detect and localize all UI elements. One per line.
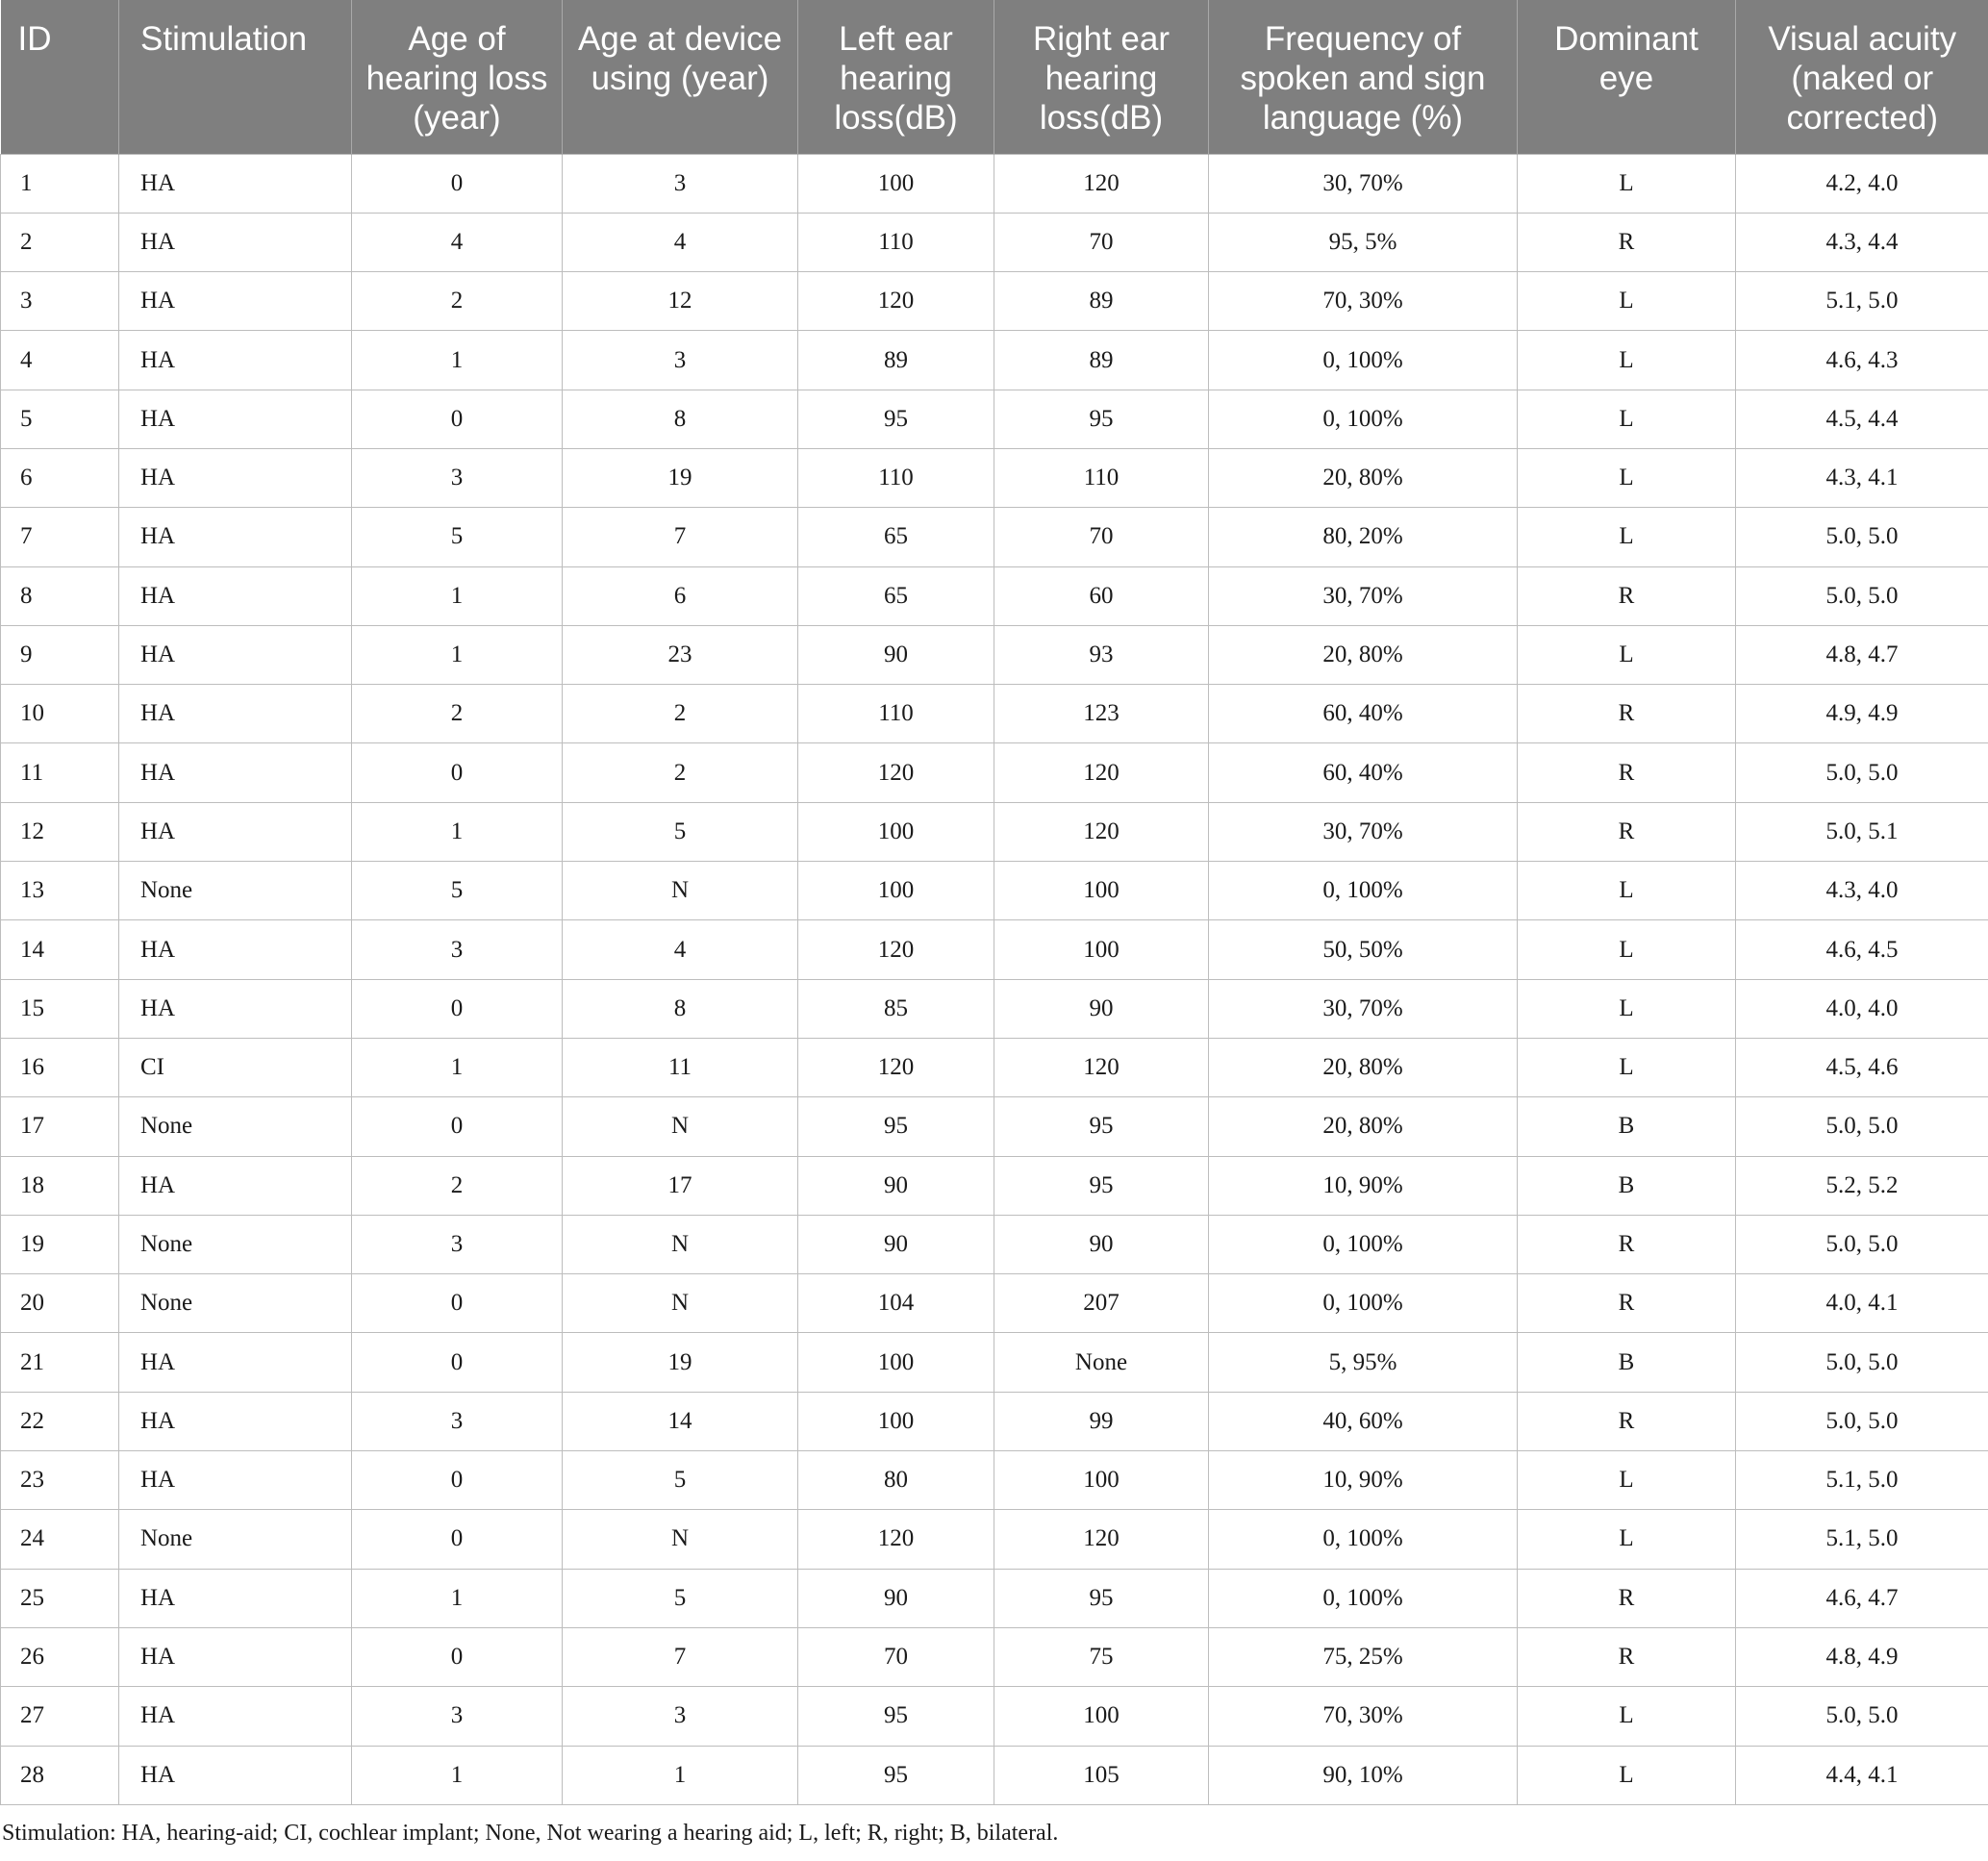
cell-language-frequency: 75, 25% xyxy=(1209,1627,1518,1686)
table-row xyxy=(1,1569,1988,1627)
cell-dominant-eye: L xyxy=(1518,1746,1736,1804)
cell-age-of-hearing-loss: 1 xyxy=(352,331,563,390)
cell-right-ear-hearing-loss: 207 xyxy=(994,1274,1209,1333)
cell-right-ear-hearing-loss: 89 xyxy=(994,272,1209,331)
cell-age-of-hearing-loss: 3 xyxy=(352,448,563,507)
cell-left-ear-hearing-loss: 104 xyxy=(798,1274,994,1333)
table-row xyxy=(1,272,1988,331)
table-row xyxy=(1,685,1988,743)
table-row xyxy=(1,566,1988,625)
cell-visual-acuity: 5.0, 5.0 xyxy=(1736,1392,1988,1450)
table-row xyxy=(1,920,1988,979)
cell-age-at-device-using: 4 xyxy=(563,213,798,271)
cell-dominant-eye: R xyxy=(1518,1392,1736,1450)
cell-left-ear-hearing-loss: 90 xyxy=(798,1215,994,1273)
cell-age-of-hearing-loss: 1 xyxy=(352,625,563,684)
cell-dominant-eye: L xyxy=(1518,1687,1736,1746)
cell-age-of-hearing-loss: 4 xyxy=(352,213,563,271)
cell-visual-acuity: 4.8, 4.9 xyxy=(1736,1627,1988,1686)
cell-id: 3 xyxy=(1,272,119,331)
cell-right-ear-hearing-loss: 95 xyxy=(994,1569,1209,1627)
cell-visual-acuity: 4.9, 4.9 xyxy=(1736,685,1988,743)
cell-dominant-eye: L xyxy=(1518,508,1736,566)
cell-age-at-device-using: 7 xyxy=(563,508,798,566)
cell-dominant-eye: R xyxy=(1518,1627,1736,1686)
cell-age-at-device-using: 11 xyxy=(563,1038,798,1096)
cell-language-frequency: 0, 100% xyxy=(1209,1215,1518,1273)
cell-dominant-eye: L xyxy=(1518,448,1736,507)
cell-right-ear-hearing-loss: 100 xyxy=(994,862,1209,920)
cell-right-ear-hearing-loss: 105 xyxy=(994,1746,1209,1804)
cell-left-ear-hearing-loss: 120 xyxy=(798,743,994,802)
cell-right-ear-hearing-loss: 60 xyxy=(994,566,1209,625)
cell-visual-acuity: 4.8, 4.7 xyxy=(1736,625,1988,684)
cell-id: 23 xyxy=(1,1451,119,1510)
cell-stimulation: HA xyxy=(119,154,352,213)
cell-language-frequency: 70, 30% xyxy=(1209,1687,1518,1746)
cell-age-of-hearing-loss: 5 xyxy=(352,508,563,566)
cell-stimulation: None xyxy=(119,862,352,920)
cell-stimulation: HA xyxy=(119,1333,352,1392)
cell-age-at-device-using: 5 xyxy=(563,1451,798,1510)
cell-age-of-hearing-loss: 0 xyxy=(352,390,563,448)
cell-visual-acuity: 5.0, 5.0 xyxy=(1736,1687,1988,1746)
table-row xyxy=(1,331,1988,390)
table-row xyxy=(1,1274,1988,1333)
table-row xyxy=(1,1215,1988,1273)
table-row xyxy=(1,1746,1988,1804)
cell-right-ear-hearing-loss: 95 xyxy=(994,1097,1209,1156)
cell-age-at-device-using: 5 xyxy=(563,1569,798,1627)
cell-age-of-hearing-loss: 3 xyxy=(352,1215,563,1273)
cell-left-ear-hearing-loss: 100 xyxy=(798,1392,994,1450)
cell-id: 17 xyxy=(1,1097,119,1156)
cell-stimulation: HA xyxy=(119,390,352,448)
table-row xyxy=(1,1097,1988,1156)
cell-left-ear-hearing-loss: 120 xyxy=(798,1038,994,1096)
cell-visual-acuity: 5.0, 5.0 xyxy=(1736,1097,1988,1156)
cell-language-frequency: 30, 70% xyxy=(1209,566,1518,625)
cell-language-frequency: 90, 10% xyxy=(1209,1746,1518,1804)
cell-id: 25 xyxy=(1,1569,119,1627)
cell-stimulation: None xyxy=(119,1274,352,1333)
cell-id: 8 xyxy=(1,566,119,625)
cell-language-frequency: 60, 40% xyxy=(1209,685,1518,743)
cell-visual-acuity: 5.0, 5.0 xyxy=(1736,566,1988,625)
cell-right-ear-hearing-loss: 100 xyxy=(994,1451,1209,1510)
cell-right-ear-hearing-loss: 120 xyxy=(994,802,1209,861)
cell-language-frequency: 20, 80% xyxy=(1209,1097,1518,1156)
cell-dominant-eye: R xyxy=(1518,1274,1736,1333)
cell-id: 5 xyxy=(1,390,119,448)
cell-stimulation: HA xyxy=(119,743,352,802)
table-row xyxy=(1,448,1988,507)
cell-left-ear-hearing-loss: 110 xyxy=(798,213,994,271)
table-row xyxy=(1,1156,1988,1215)
cell-dominant-eye: L xyxy=(1518,390,1736,448)
cell-language-frequency: 0, 100% xyxy=(1209,862,1518,920)
cell-visual-acuity: 4.0, 4.0 xyxy=(1736,979,1988,1038)
cell-left-ear-hearing-loss: 65 xyxy=(798,566,994,625)
cell-stimulation: HA xyxy=(119,1392,352,1450)
cell-stimulation: HA xyxy=(119,625,352,684)
cell-age-of-hearing-loss: 2 xyxy=(352,685,563,743)
table-row xyxy=(1,508,1988,566)
column-header-age-at-device-using: Age at device using (year) xyxy=(563,0,798,154)
cell-age-of-hearing-loss: 0 xyxy=(352,979,563,1038)
cell-right-ear-hearing-loss: 95 xyxy=(994,390,1209,448)
table-row xyxy=(1,1627,1988,1686)
cell-language-frequency: 30, 70% xyxy=(1209,979,1518,1038)
cell-dominant-eye: R xyxy=(1518,1569,1736,1627)
cell-age-at-device-using: N xyxy=(563,862,798,920)
cell-stimulation: None xyxy=(119,1510,352,1569)
cell-right-ear-hearing-loss: 93 xyxy=(994,625,1209,684)
table-header xyxy=(1,0,1988,154)
cell-stimulation: HA xyxy=(119,685,352,743)
cell-visual-acuity: 5.0, 5.0 xyxy=(1736,508,1988,566)
cell-stimulation: HA xyxy=(119,1156,352,1215)
table-row xyxy=(1,390,1988,448)
cell-right-ear-hearing-loss: 110 xyxy=(994,448,1209,507)
cell-age-at-device-using: 3 xyxy=(563,1687,798,1746)
column-header-age-of-hearing-loss: Age of hearing loss (year) xyxy=(352,0,563,154)
table-row xyxy=(1,213,1988,271)
table-row xyxy=(1,1038,1988,1096)
cell-left-ear-hearing-loss: 95 xyxy=(798,1746,994,1804)
cell-dominant-eye: R xyxy=(1518,685,1736,743)
cell-language-frequency: 40, 60% xyxy=(1209,1392,1518,1450)
cell-visual-acuity: 4.5, 4.6 xyxy=(1736,1038,1988,1096)
cell-visual-acuity: 4.3, 4.0 xyxy=(1736,862,1988,920)
cell-id: 10 xyxy=(1,685,119,743)
cell-visual-acuity: 4.3, 4.4 xyxy=(1736,213,1988,271)
cell-id: 14 xyxy=(1,920,119,979)
cell-language-frequency: 30, 70% xyxy=(1209,154,1518,213)
cell-visual-acuity: 5.0, 5.0 xyxy=(1736,1215,1988,1273)
cell-age-at-device-using: N xyxy=(563,1510,798,1569)
cell-id: 26 xyxy=(1,1627,119,1686)
cell-age-at-device-using: 8 xyxy=(563,390,798,448)
cell-dominant-eye: B xyxy=(1518,1156,1736,1215)
table-row xyxy=(1,1333,1988,1392)
table-row xyxy=(1,1451,1988,1510)
cell-language-frequency: 80, 20% xyxy=(1209,508,1518,566)
table-row xyxy=(1,862,1988,920)
cell-right-ear-hearing-loss: 95 xyxy=(994,1156,1209,1215)
cell-visual-acuity: 4.5, 4.4 xyxy=(1736,390,1988,448)
cell-dominant-eye: B xyxy=(1518,1097,1736,1156)
cell-dominant-eye: R xyxy=(1518,213,1736,271)
cell-dominant-eye: R xyxy=(1518,1215,1736,1273)
cell-left-ear-hearing-loss: 120 xyxy=(798,1510,994,1569)
cell-right-ear-hearing-loss: 120 xyxy=(994,1510,1209,1569)
cell-age-at-device-using: 2 xyxy=(563,743,798,802)
cell-stimulation: HA xyxy=(119,272,352,331)
cell-age-at-device-using: N xyxy=(563,1097,798,1156)
cell-left-ear-hearing-loss: 80 xyxy=(798,1451,994,1510)
cell-left-ear-hearing-loss: 90 xyxy=(798,1569,994,1627)
table-body xyxy=(1,154,1988,1804)
cell-language-frequency: 10, 90% xyxy=(1209,1156,1518,1215)
cell-language-frequency: 20, 80% xyxy=(1209,625,1518,684)
cell-language-frequency: 0, 100% xyxy=(1209,1510,1518,1569)
cell-age-of-hearing-loss: 0 xyxy=(352,1333,563,1392)
cell-age-at-device-using: 12 xyxy=(563,272,798,331)
cell-age-of-hearing-loss: 2 xyxy=(352,1156,563,1215)
cell-left-ear-hearing-loss: 100 xyxy=(798,154,994,213)
cell-dominant-eye: L xyxy=(1518,154,1736,213)
column-header-stimulation: Stimulation xyxy=(119,0,352,154)
cell-id: 1 xyxy=(1,154,119,213)
cell-left-ear-hearing-loss: 65 xyxy=(798,508,994,566)
cell-left-ear-hearing-loss: 100 xyxy=(798,1333,994,1392)
cell-language-frequency: 50, 50% xyxy=(1209,920,1518,979)
cell-language-frequency: 5, 95% xyxy=(1209,1333,1518,1392)
cell-right-ear-hearing-loss: 70 xyxy=(994,508,1209,566)
cell-language-frequency: 30, 70% xyxy=(1209,802,1518,861)
cell-right-ear-hearing-loss: 100 xyxy=(994,1687,1209,1746)
cell-id: 11 xyxy=(1,743,119,802)
cell-visual-acuity: 5.1, 5.0 xyxy=(1736,1510,1988,1569)
cell-id: 27 xyxy=(1,1687,119,1746)
cell-stimulation: HA xyxy=(119,1746,352,1804)
cell-language-frequency: 60, 40% xyxy=(1209,743,1518,802)
cell-id: 21 xyxy=(1,1333,119,1392)
cell-age-at-device-using: 2 xyxy=(563,685,798,743)
cell-age-of-hearing-loss: 0 xyxy=(352,1274,563,1333)
cell-right-ear-hearing-loss: 120 xyxy=(994,154,1209,213)
cell-age-at-device-using: 23 xyxy=(563,625,798,684)
cell-language-frequency: 20, 80% xyxy=(1209,1038,1518,1096)
cell-id: 12 xyxy=(1,802,119,861)
cell-id: 2 xyxy=(1,213,119,271)
cell-age-of-hearing-loss: 0 xyxy=(352,743,563,802)
cell-age-of-hearing-loss: 0 xyxy=(352,154,563,213)
cell-stimulation: CI xyxy=(119,1038,352,1096)
table-row xyxy=(1,625,1988,684)
cell-dominant-eye: L xyxy=(1518,625,1736,684)
cell-right-ear-hearing-loss: 70 xyxy=(994,213,1209,271)
table-row xyxy=(1,802,1988,861)
cell-stimulation: HA xyxy=(119,1451,352,1510)
cell-dominant-eye: L xyxy=(1518,272,1736,331)
cell-age-of-hearing-loss: 1 xyxy=(352,1746,563,1804)
cell-language-frequency: 0, 100% xyxy=(1209,331,1518,390)
cell-age-at-device-using: 6 xyxy=(563,566,798,625)
cell-dominant-eye: L xyxy=(1518,1451,1736,1510)
cell-age-of-hearing-loss: 3 xyxy=(352,1687,563,1746)
cell-stimulation: HA xyxy=(119,1687,352,1746)
cell-visual-acuity: 5.1, 5.0 xyxy=(1736,1451,1988,1510)
cell-age-of-hearing-loss: 1 xyxy=(352,1038,563,1096)
cell-right-ear-hearing-loss: 120 xyxy=(994,743,1209,802)
cell-id: 24 xyxy=(1,1510,119,1569)
cell-dominant-eye: L xyxy=(1518,979,1736,1038)
cell-id: 9 xyxy=(1,625,119,684)
cell-stimulation: HA xyxy=(119,213,352,271)
cell-age-at-device-using: 3 xyxy=(563,154,798,213)
column-header-id: ID xyxy=(1,0,119,154)
cell-age-at-device-using: 14 xyxy=(563,1392,798,1450)
cell-stimulation: HA xyxy=(119,448,352,507)
cell-right-ear-hearing-loss: 89 xyxy=(994,331,1209,390)
cell-left-ear-hearing-loss: 120 xyxy=(798,272,994,331)
cell-language-frequency: 0, 100% xyxy=(1209,390,1518,448)
cell-language-frequency: 0, 100% xyxy=(1209,1274,1518,1333)
cell-left-ear-hearing-loss: 110 xyxy=(798,448,994,507)
cell-age-of-hearing-loss: 1 xyxy=(352,566,563,625)
cell-dominant-eye: L xyxy=(1518,331,1736,390)
cell-id: 22 xyxy=(1,1392,119,1450)
cell-left-ear-hearing-loss: 70 xyxy=(798,1627,994,1686)
table-footnote: Stimulation: HA, hearing-aid; CI, cochlear implant; None, Not wearing a hearing aid; L, left; R, right; B, bilateral. xyxy=(2,1821,1059,1846)
cell-age-at-device-using: 1 xyxy=(563,1746,798,1804)
cell-age-of-hearing-loss: 1 xyxy=(352,802,563,861)
cell-right-ear-hearing-loss: None xyxy=(994,1333,1209,1392)
cell-visual-acuity: 4.4, 4.1 xyxy=(1736,1746,1988,1804)
cell-stimulation: HA xyxy=(119,508,352,566)
cell-dominant-eye: R xyxy=(1518,566,1736,625)
cell-visual-acuity: 5.0, 5.1 xyxy=(1736,802,1988,861)
cell-left-ear-hearing-loss: 85 xyxy=(798,979,994,1038)
table-row xyxy=(1,1510,1988,1569)
cell-left-ear-hearing-loss: 90 xyxy=(798,625,994,684)
cell-id: 20 xyxy=(1,1274,119,1333)
cell-left-ear-hearing-loss: 120 xyxy=(798,920,994,979)
cell-stimulation: HA xyxy=(119,979,352,1038)
cell-dominant-eye: L xyxy=(1518,920,1736,979)
cell-stimulation: HA xyxy=(119,920,352,979)
cell-left-ear-hearing-loss: 95 xyxy=(798,390,994,448)
cell-left-ear-hearing-loss: 100 xyxy=(798,802,994,861)
cell-stimulation: HA xyxy=(119,331,352,390)
cell-dominant-eye: R xyxy=(1518,743,1736,802)
cell-age-of-hearing-loss: 3 xyxy=(352,920,563,979)
cell-language-frequency: 10, 90% xyxy=(1209,1451,1518,1510)
cell-age-of-hearing-loss: 5 xyxy=(352,862,563,920)
table-row xyxy=(1,979,1988,1038)
cell-age-at-device-using: 5 xyxy=(563,802,798,861)
cell-dominant-eye: L xyxy=(1518,1038,1736,1096)
cell-id: 18 xyxy=(1,1156,119,1215)
cell-visual-acuity: 4.6, 4.7 xyxy=(1736,1569,1988,1627)
cell-left-ear-hearing-loss: 110 xyxy=(798,685,994,743)
cell-id: 7 xyxy=(1,508,119,566)
cell-left-ear-hearing-loss: 89 xyxy=(798,331,994,390)
table-row xyxy=(1,1687,1988,1746)
cell-age-at-device-using: 19 xyxy=(563,448,798,507)
cell-age-at-device-using: 4 xyxy=(563,920,798,979)
column-header-dominant-eye: Dominant eye xyxy=(1518,0,1736,154)
table-row xyxy=(1,743,1988,802)
cell-dominant-eye: B xyxy=(1518,1333,1736,1392)
cell-visual-acuity: 5.0, 5.0 xyxy=(1736,1333,1988,1392)
cell-visual-acuity: 4.2, 4.0 xyxy=(1736,154,1988,213)
cell-age-of-hearing-loss: 0 xyxy=(352,1451,563,1510)
cell-visual-acuity: 4.3, 4.1 xyxy=(1736,448,1988,507)
cell-language-frequency: 70, 30% xyxy=(1209,272,1518,331)
cell-stimulation: None xyxy=(119,1097,352,1156)
cell-left-ear-hearing-loss: 100 xyxy=(798,862,994,920)
cell-right-ear-hearing-loss: 90 xyxy=(994,979,1209,1038)
cell-visual-acuity: 5.0, 5.0 xyxy=(1736,743,1988,802)
cell-left-ear-hearing-loss: 95 xyxy=(798,1097,994,1156)
cell-left-ear-hearing-loss: 90 xyxy=(798,1156,994,1215)
cell-visual-acuity: 4.6, 4.3 xyxy=(1736,331,1988,390)
cell-age-at-device-using: N xyxy=(563,1215,798,1273)
cell-age-at-device-using: 17 xyxy=(563,1156,798,1215)
cell-right-ear-hearing-loss: 100 xyxy=(994,920,1209,979)
cell-stimulation: HA xyxy=(119,1569,352,1627)
column-header-right-ear-hearing-loss: Right ear hearing loss(dB) xyxy=(994,0,1209,154)
cell-right-ear-hearing-loss: 99 xyxy=(994,1392,1209,1450)
cell-age-of-hearing-loss: 0 xyxy=(352,1510,563,1569)
cell-id: 4 xyxy=(1,331,119,390)
cell-left-ear-hearing-loss: 95 xyxy=(798,1687,994,1746)
cell-stimulation: None xyxy=(119,1215,352,1273)
table-row xyxy=(1,1392,1988,1450)
cell-stimulation: HA xyxy=(119,1627,352,1686)
cell-dominant-eye: R xyxy=(1518,802,1736,861)
cell-visual-acuity: 5.2, 5.2 xyxy=(1736,1156,1988,1215)
cell-id: 28 xyxy=(1,1746,119,1804)
column-header-left-ear-hearing-loss: Left ear hearing loss(dB) xyxy=(798,0,994,154)
cell-visual-acuity: 4.6, 4.5 xyxy=(1736,920,1988,979)
cell-age-at-device-using: 8 xyxy=(563,979,798,1038)
cell-age-of-hearing-loss: 3 xyxy=(352,1392,563,1450)
header-row xyxy=(1,0,1988,154)
cell-age-at-device-using: N xyxy=(563,1274,798,1333)
cell-language-frequency: 95, 5% xyxy=(1209,213,1518,271)
cell-visual-acuity: 5.1, 5.0 xyxy=(1736,272,1988,331)
cell-id: 15 xyxy=(1,979,119,1038)
cell-id: 13 xyxy=(1,862,119,920)
cell-visual-acuity: 4.0, 4.1 xyxy=(1736,1274,1988,1333)
cell-stimulation: HA xyxy=(119,566,352,625)
cell-right-ear-hearing-loss: 123 xyxy=(994,685,1209,743)
table-row xyxy=(1,154,1988,213)
cell-age-at-device-using: 3 xyxy=(563,331,798,390)
cell-stimulation: HA xyxy=(119,802,352,861)
column-header-language-frequency: Frequency of spoken and sign language (%) xyxy=(1209,0,1518,154)
cell-language-frequency: 20, 80% xyxy=(1209,448,1518,507)
cell-dominant-eye: L xyxy=(1518,1510,1736,1569)
cell-age-of-hearing-loss: 1 xyxy=(352,1569,563,1627)
cell-dominant-eye: L xyxy=(1518,862,1736,920)
cell-age-of-hearing-loss: 0 xyxy=(352,1627,563,1686)
cell-age-at-device-using: 7 xyxy=(563,1627,798,1686)
cell-age-at-device-using: 19 xyxy=(563,1333,798,1392)
cell-right-ear-hearing-loss: 120 xyxy=(994,1038,1209,1096)
cell-right-ear-hearing-loss: 90 xyxy=(994,1215,1209,1273)
cell-age-of-hearing-loss: 2 xyxy=(352,272,563,331)
cell-id: 16 xyxy=(1,1038,119,1096)
cell-right-ear-hearing-loss: 75 xyxy=(994,1627,1209,1686)
column-header-visual-acuity: Visual acuity (naked or corrected) xyxy=(1736,0,1988,154)
cell-language-frequency: 0, 100% xyxy=(1209,1569,1518,1627)
cell-age-of-hearing-loss: 0 xyxy=(352,1097,563,1156)
cell-id: 6 xyxy=(1,448,119,507)
cell-id: 19 xyxy=(1,1215,119,1273)
